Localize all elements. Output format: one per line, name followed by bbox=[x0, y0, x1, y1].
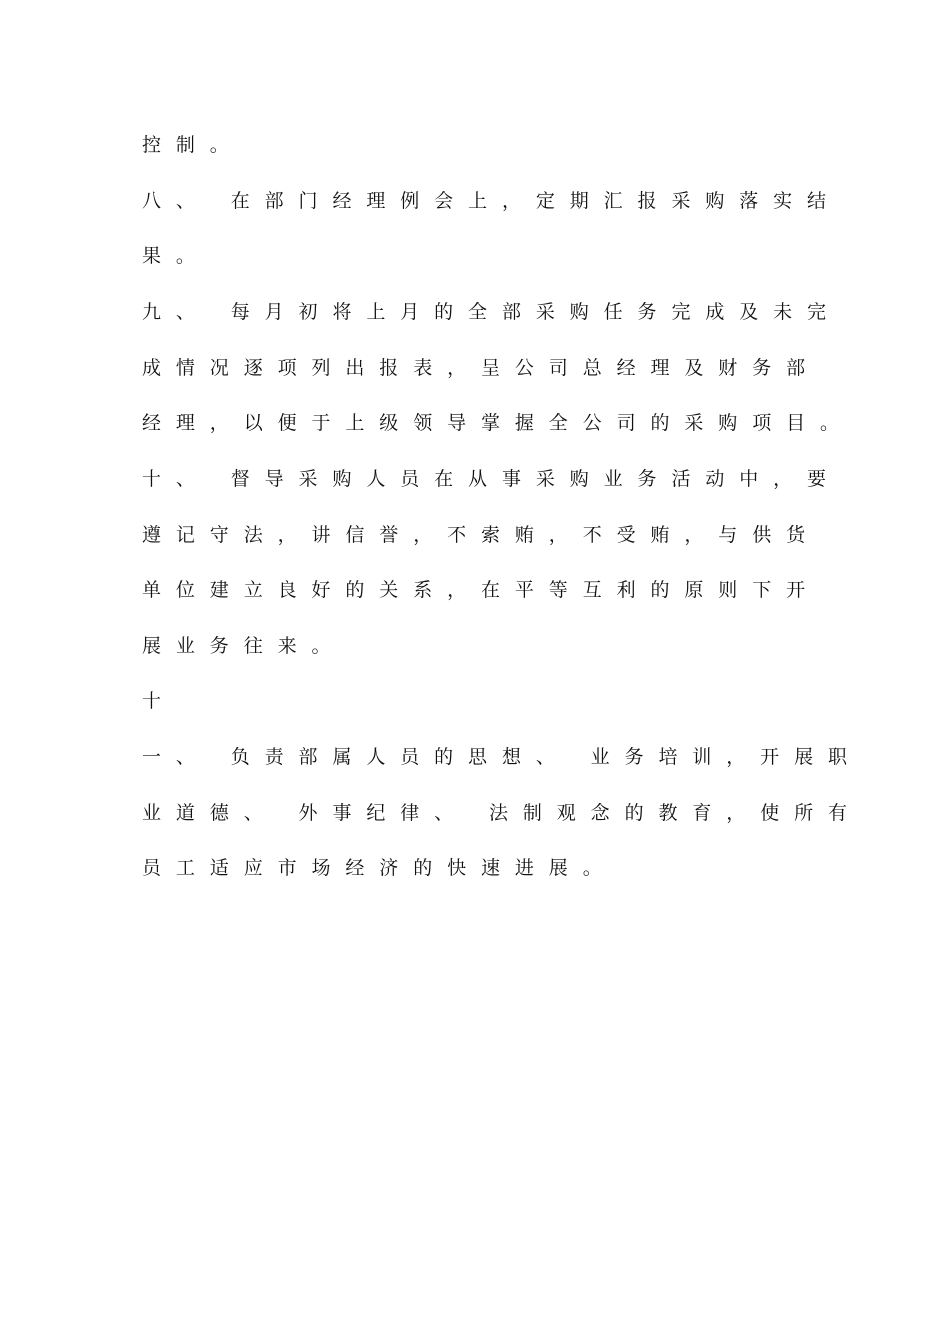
text-line-1: 控制。 bbox=[142, 134, 244, 156]
text-line-4: 九、 每月初将上月的全部采购任务完成及未完 bbox=[142, 301, 841, 323]
text-line-7: 十、 督导采购人员在从事采购业务活动中，要 bbox=[142, 468, 841, 490]
text-line-13: 业道德、 外事纪律、 法制观念的教育，使所有 bbox=[142, 802, 862, 824]
text-line-6: 经理，以便于上级领导掌握全公司的采购项目。 bbox=[142, 412, 854, 434]
text-line-12: 一、 负责部属人员的思想、 业务培训，开展职 bbox=[142, 746, 862, 768]
text-line-14: 员工适应市场经济的快速进展。 bbox=[142, 857, 617, 879]
text-line-11: 十 bbox=[142, 690, 176, 712]
text-line-3: 果。 bbox=[142, 245, 210, 267]
text-line-8: 遵记守法，讲信誉，不索贿，不受贿，与供货 bbox=[142, 524, 821, 546]
text-line-5: 成情况逐项列出报表，呈公司总经理及财务部 bbox=[142, 357, 821, 379]
text-line-10: 展业务往来。 bbox=[142, 635, 346, 657]
text-line-2: 八、 在部门经理例会上，定期汇报采购落实结 bbox=[142, 190, 841, 212]
text-line-9: 单位建立良好的关系，在平等互利的原则下开 bbox=[142, 579, 821, 601]
